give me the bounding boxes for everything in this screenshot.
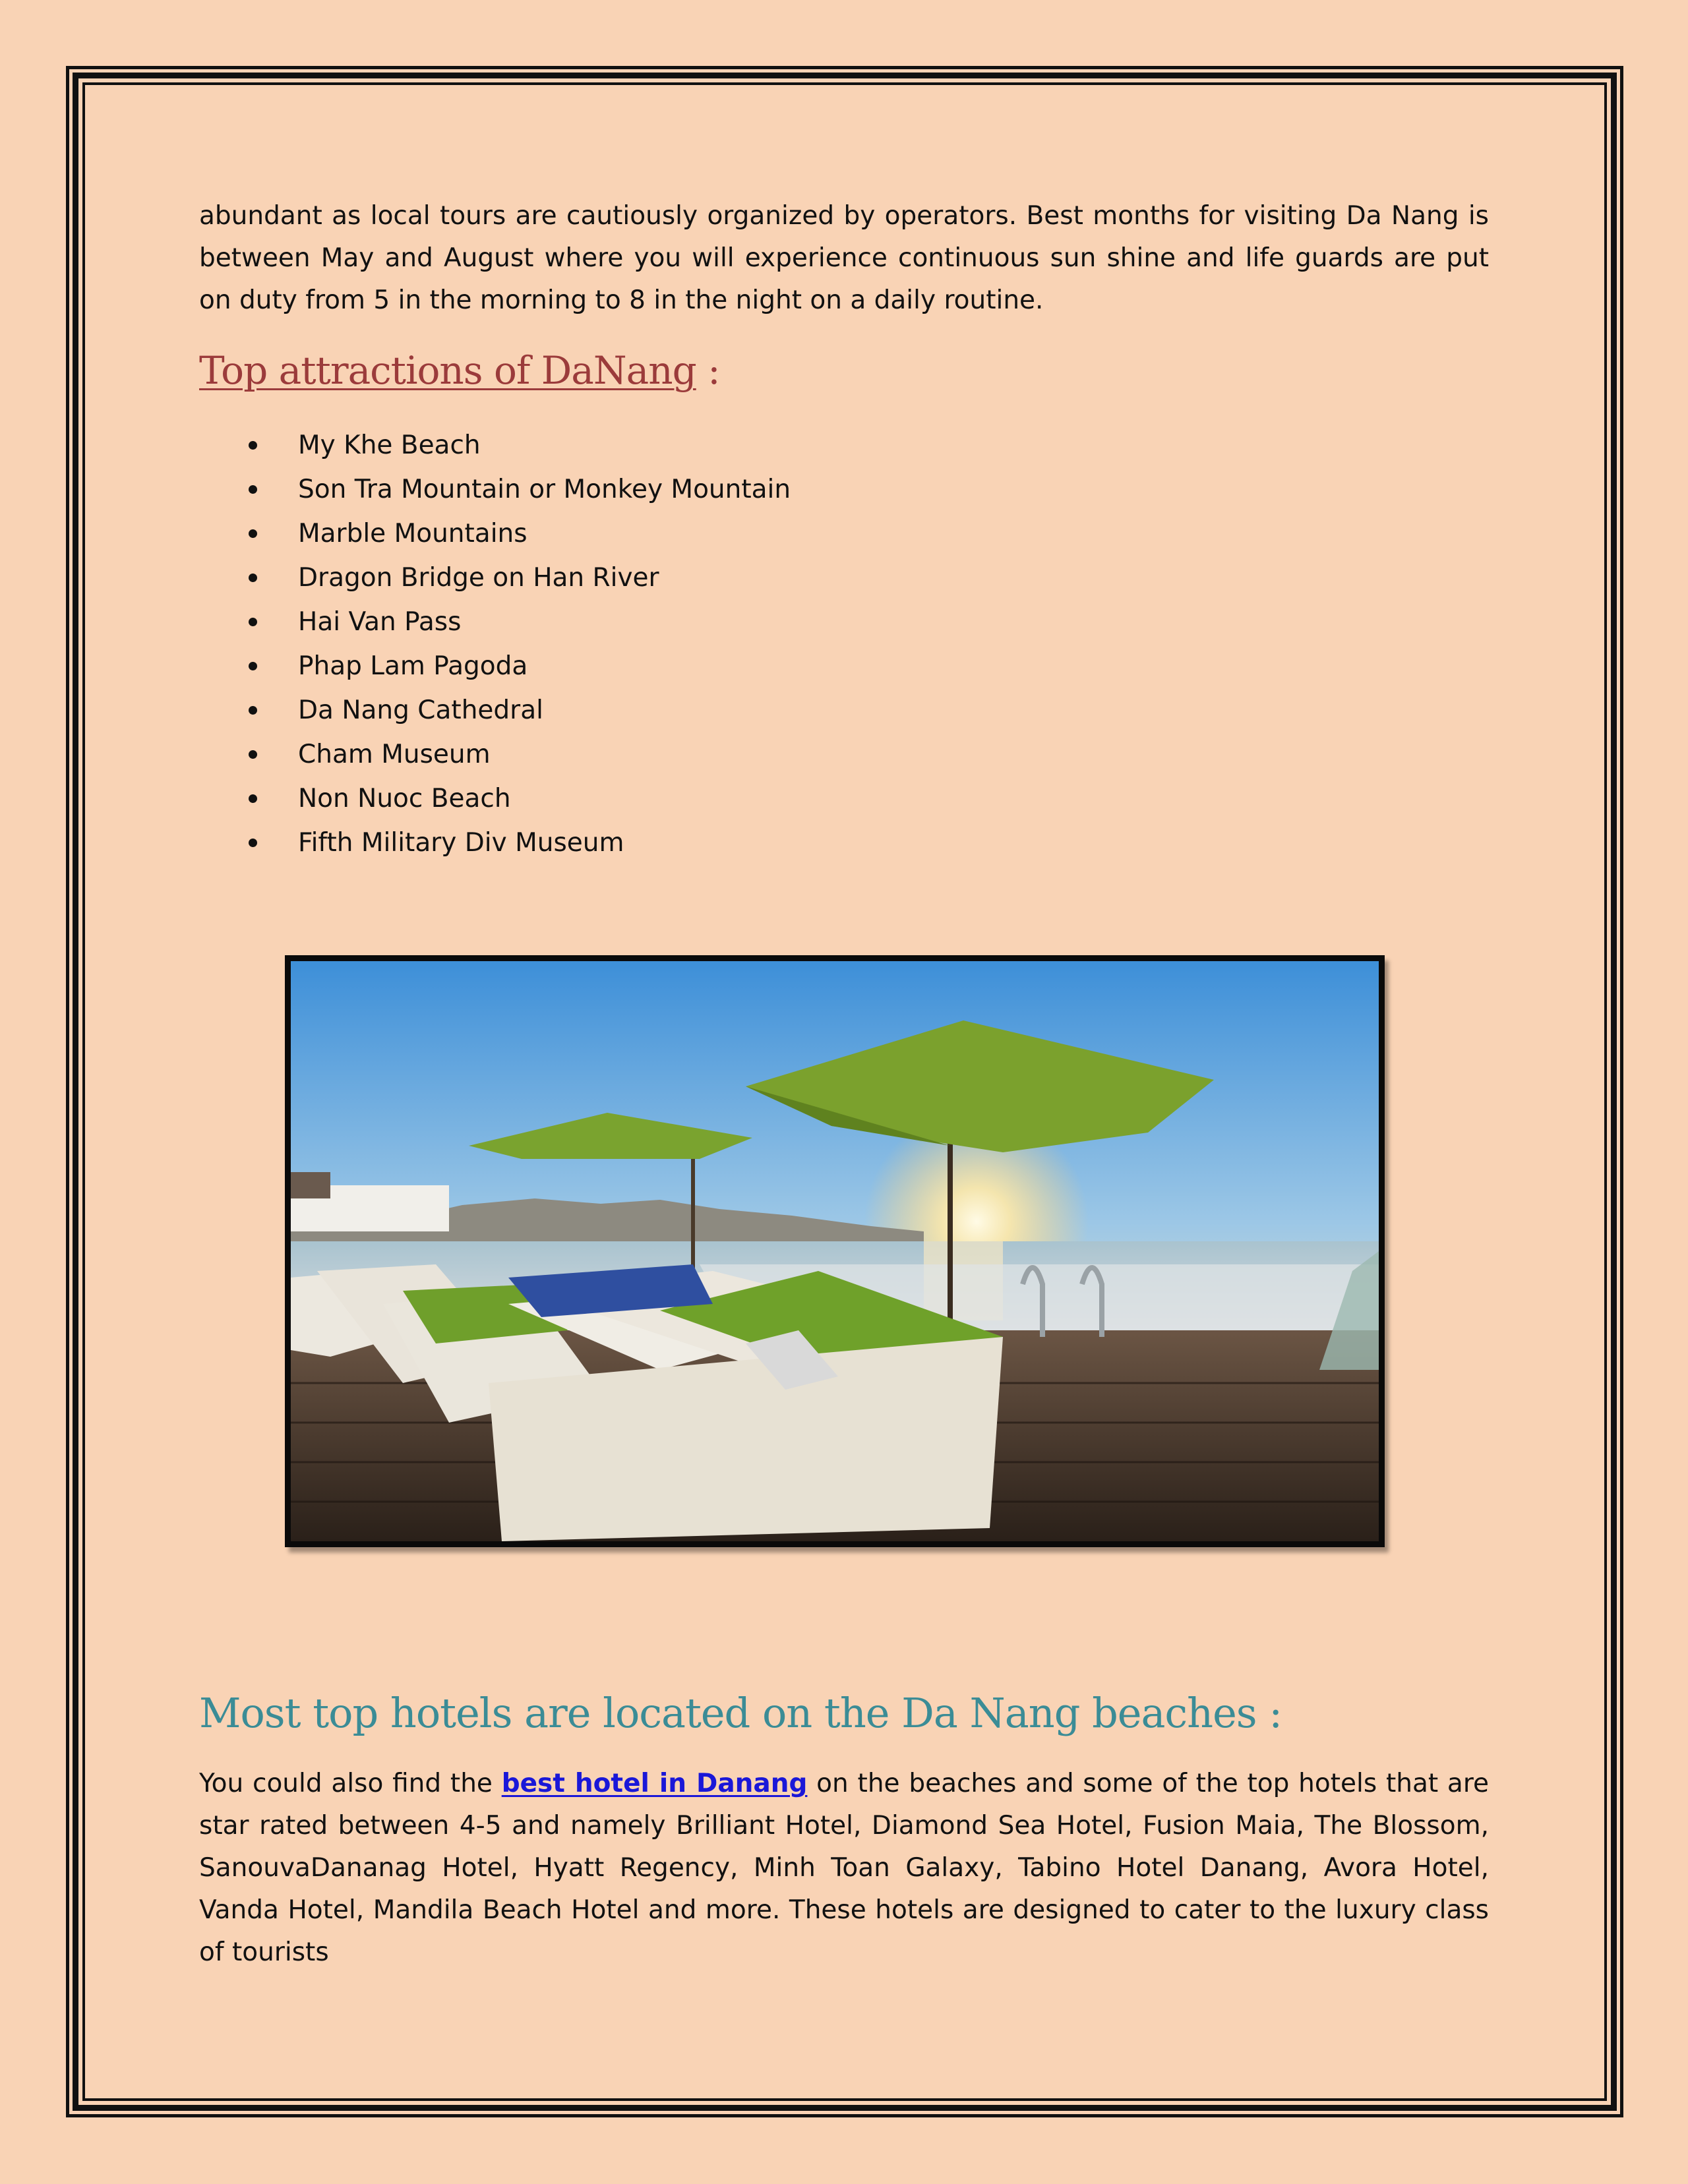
bullet-icon	[249, 662, 257, 670]
hotels-paragraph	[199, 1763, 1489, 1974]
bullet-icon	[249, 485, 257, 494]
list-item	[199, 467, 1489, 512]
list-item-label: Cham Museum	[298, 740, 491, 769]
hotels-text-before: You could also find the	[199, 1769, 502, 1798]
list-item	[199, 688, 1489, 732]
list-item-label: Marble Mountains	[298, 519, 528, 548]
bullet-icon	[249, 750, 257, 759]
hotels-text-after: on the beaches and some of the top hotels that are star rated between 4-5 and namely Brilliant Hotel, Diamond Sea Hotel, Fusion Maia, The Blossom, SanouvaDananag Hotel, Hyatt Regency, Minh Toan Galaxy, Tabino Hotel Danang, Avora Hotel, Vanda Hotel, Mandila Beach Hotel and more. These hotels are designed to cater to the luxury class of tourists	[199, 1769, 1489, 1967]
attractions-heading	[199, 344, 1489, 397]
list-item	[199, 777, 1489, 821]
rooftop-pool-photo	[285, 955, 1385, 1547]
list-item-label: Non Nuoc Beach	[298, 784, 511, 813]
intro-paragraph: abundant as local tours are cautiously organized by operators. Best months for visiting Da Nang is between May and August where you will experience continuous sun shine and life guards are put on duty from 5 in the morning to 8 in the night on a daily routine.	[199, 201, 1489, 315]
attractions-heading-text: Top attractions of DaNang	[199, 348, 696, 393]
list-item	[199, 600, 1489, 644]
list-item	[199, 423, 1489, 467]
list-item-label: Dragon Bridge on Han River	[298, 563, 659, 593]
bullet-icon	[249, 529, 257, 538]
list-item	[199, 512, 1489, 556]
list-item-label: My Khe Beach	[298, 430, 481, 460]
best-hotel-link[interactable]: best hotel in Danang	[501, 1769, 808, 1798]
attractions-heading-colon: :	[696, 348, 720, 393]
attractions-list	[199, 423, 1489, 865]
bullet-icon	[249, 706, 257, 715]
list-item	[199, 556, 1489, 600]
bullet-icon	[249, 839, 257, 847]
page-content	[199, 195, 1489, 865]
bullet-icon	[249, 618, 257, 626]
list-item	[199, 821, 1489, 865]
list-item	[199, 732, 1489, 777]
bullet-icon	[249, 574, 257, 582]
hotels-section	[199, 1684, 1489, 1974]
list-item-label: Fifth Military Div Museum	[298, 828, 624, 858]
list-item	[199, 644, 1489, 688]
list-item-label: Hai Van Pass	[298, 607, 462, 637]
bullet-icon	[249, 794, 257, 803]
list-item-label: Da Nang Cathedral	[298, 695, 543, 725]
hotels-heading: Most top hotels are located on the Da Nang beaches :	[199, 1689, 1282, 1737]
bullet-icon	[249, 441, 257, 450]
list-item-label: Phap Lam Pagoda	[298, 651, 528, 681]
rooftop-pool-sunset-icon	[291, 961, 1379, 1541]
list-item-label: Son Tra Mountain or Monkey Mountain	[298, 475, 791, 504]
